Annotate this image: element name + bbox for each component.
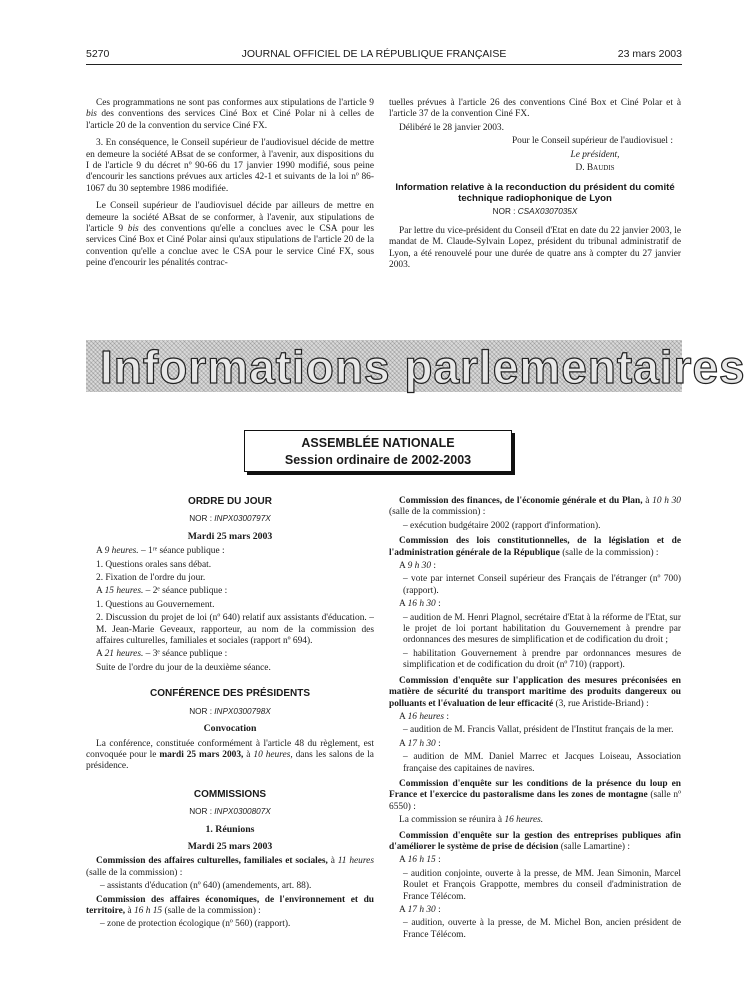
session-name: Session ordinaire de 2002-2003 <box>284 453 472 467</box>
info-nor: NOR : CSAX0307035X <box>492 207 578 217</box>
commission-item: – audition de M. Henri Plagnol, secrétaire d'Etat à la réforme de l'Etat, sur le projet de loi portant habilitation du Gouvernement à prendre par ordonnances des mesures de simplification et de codification du droit ; <box>403 612 681 646</box>
time-line: A 17 h 30 : <box>399 738 441 749</box>
ordre-nor: NOR : INPX0300797X <box>189 514 271 524</box>
time-line: A 9 h 30 : <box>399 561 436 572</box>
time-line: A 17 h 30 : <box>399 905 441 915</box>
paragraph: Le Conseil supérieur de l'audiovisuel décide par ailleurs de mettre en demeure la société ABsat de se conformer, à l'avenir, aux stipulations de l'article 9 bis des conventions qu'elle a conclues avec le CSA pour les services Ciné Box et Ciné Polar ainsi qu'aux stipulations de l'article 20 de la convention qu'elle a conclue avec le CSA pour le service Ciné FX, sous peine d'encourir les pénalités contrac- <box>86 201 374 269</box>
commission-entry: Commission des finances, de l'économie générale et du Plan, à 10 h 30 (salle de la commission) : <box>389 496 681 518</box>
commission-entry: Commission d'enquête sur la gestion des entreprises publiques afin d'améliorer le système de prise de décision (salle Lamartine) : <box>389 830 681 852</box>
signatory-role: Le président, <box>570 149 620 160</box>
commission-item: – audition, ouverte à la presse, de M. Michel Bon, ancien président de France Télécom. <box>403 918 681 940</box>
top-right-column <box>389 98 681 273</box>
commission-item: – audition de M. Francis Vallat, président de l'Institut français de la mer. <box>403 725 674 736</box>
paragraph: 3. En conséquence, le Conseil supérieur de l'audiovisuel décide de mettre en demeure la société ABsat de se conformer, à l'avenir, aux dispositions du I de l'article 9 du décret nº 90-66 du 17 janvier 1990 modifié, sous peine d'encourir les sanctions prévues aux articles 42-1 et suivants de la loi nº 86-1067 du 30 septembre 1986 modifiée. <box>86 138 374 194</box>
reunions-title: 1. Réunions <box>205 823 255 835</box>
bottom-left-column <box>86 496 374 933</box>
ordre-date: Mardi 25 mars 2003 <box>187 530 273 542</box>
commission-item: – habilitation Gouvernement à prendre par ordonnances mesures de simplification et de codification du droit (nº 710) (rapport). <box>403 648 681 671</box>
commissions-title: COMMISSIONS <box>193 788 267 800</box>
convocation-title: Convocation <box>203 723 257 735</box>
commissions-date: Mardi 25 mars 2003 <box>187 840 273 852</box>
commission-item: – vote par internet Conseil supérieur des Français de l'étranger (nº 700) (rapport). <box>403 574 681 596</box>
journal-title: JOURNAL OFFICIEL DE LA RÉPUBLIQUE FRANÇAISE <box>241 48 507 60</box>
top-left-column <box>86 98 374 272</box>
paragraph: Délibéré le 28 janvier 2003. <box>399 122 504 133</box>
session-line: A 15 heures. – 2ᵉ séance publique : <box>96 586 228 597</box>
commission-item: – zone de protection écologique (nº 560) (rapport). <box>100 919 291 930</box>
commission-item: – audition conjointe, ouverte à la presse, de MM. Jean Simonin, Marcel Roulet et François Grappotte, membres du conseil d'administration de France Télécom. <box>403 868 681 902</box>
conference-title: CONFÉRENCE DES PRÉSIDENTS <box>149 688 311 700</box>
agenda-item: 2. Fixation de l'ordre du jour. <box>96 573 206 584</box>
signoff: Pour le Conseil supérieur de l'audiovisuel : <box>511 136 673 147</box>
commission-item: – exécution budgétaire 2002 (rapport d'information). <box>403 520 601 531</box>
agenda-item: Suite de l'ordre du jour de la deuxième séance. <box>96 662 271 673</box>
header-rule <box>86 64 682 65</box>
commission-entry: Commission d'enquête sur l'application des mesures préconisées en matière de sécurité du transport maritime des produits dangereux ou polluants et l'évaluation de leur efficacité (3, rue Aristide-Briand) : <box>389 675 681 709</box>
commission-entry: Commission d'enquête sur les conditions de la présence du loup en France et l'exercice du pastoralisme dans les zones de montagne (salle nº 6550) : <box>389 778 681 812</box>
header-date: 23 mars 2003 <box>617 48 682 60</box>
agenda-item: 1. Questions au Gouvernement. <box>96 599 215 610</box>
signatory-name: D. Baudis <box>575 163 615 174</box>
paragraph: tuelles prévues à l'article 26 des conventions Ciné Box et Ciné Polar et à l'article 37 de la convention Ciné FX. <box>389 98 681 120</box>
paragraph: Par lettre du vice-président du Conseil d'Etat en date du 22 janvier 2003, le mandat de M. Claude-Sylvain Lopez, président du tribunal administratif de Lyon, a été renouvelé pour une durée de quatre ans à compter du 27 janvier 2003. <box>389 225 681 271</box>
conference-nor: NOR : INPX0300798X <box>189 706 271 716</box>
agenda-item: 2. Discussion du projet de loi (nº 640) relatif aux assistants d'éducation. – M. Jean-Marie Geveaux, rapporteur, au nom de la commission des affaires culturelles, familiales et sociales (rapport nº 694). <box>96 613 374 647</box>
commission-item: – assistants d'éducation (nº 640) (amendements, art. 88). <box>100 881 312 892</box>
time-line: A 16 h 15 : <box>399 855 441 866</box>
commissions-nor: NOR : INPX0300807X <box>189 807 271 817</box>
time-line: A 16 heures : <box>399 711 449 722</box>
assembly-name: ASSEMBLÉE NATIONALE <box>301 436 455 450</box>
ordre-title: ORDRE DU JOUR <box>188 496 272 507</box>
agenda-item: 1. Questions orales sans débat. <box>96 559 212 570</box>
commission-item: – audition de MM. Daniel Marrec et Jacques Loiseau, Association française des capitaines de navires. <box>403 752 681 774</box>
banner-title: Informations parlementaires <box>100 341 746 393</box>
time-line: A 16 h 30 : <box>399 599 441 610</box>
page-number: 5270 <box>86 48 110 60</box>
session-line: A 21 heures. – 3ᵉ séance publique : <box>96 649 228 660</box>
info-title: Information relative à la reconduction du président du comité technique radiophonique de Lyon <box>395 182 675 205</box>
commission-entry: Commission des affaires économiques, de l'environnement et du territoire, à 16 h 15 (salle de la commission) : <box>86 894 374 916</box>
commission-entry: Commission des lois constitutionnelles, de la législation et de l'administration générale de la République (salle de la commission) : <box>389 536 681 558</box>
bottom-right-column <box>389 496 681 943</box>
paragraph: La commission se réunira à 16 heures. <box>399 815 544 826</box>
commission-entry: Commission des affaires culturelles, familiales et sociales, à 11 heures (salle de la commission) : <box>86 856 374 878</box>
assembly-box <box>244 430 512 472</box>
session-line: A 9 heures. – 1ʳᵉ séance publique : <box>96 546 225 557</box>
paragraph: Ces programmations ne sont pas conformes aux stipulations de l'article 9 bis des conventions des services Ciné Box et Ciné Polar ni à celles de l'article 20 de la convention du service Ciné FX. <box>86 98 374 131</box>
paragraph: La conférence, constituée conformément à l'article 48 du règlement, est convoquée pour le mardi 25 mars 2003, à 10 heures, dans les salons de la présidence. <box>86 738 374 772</box>
